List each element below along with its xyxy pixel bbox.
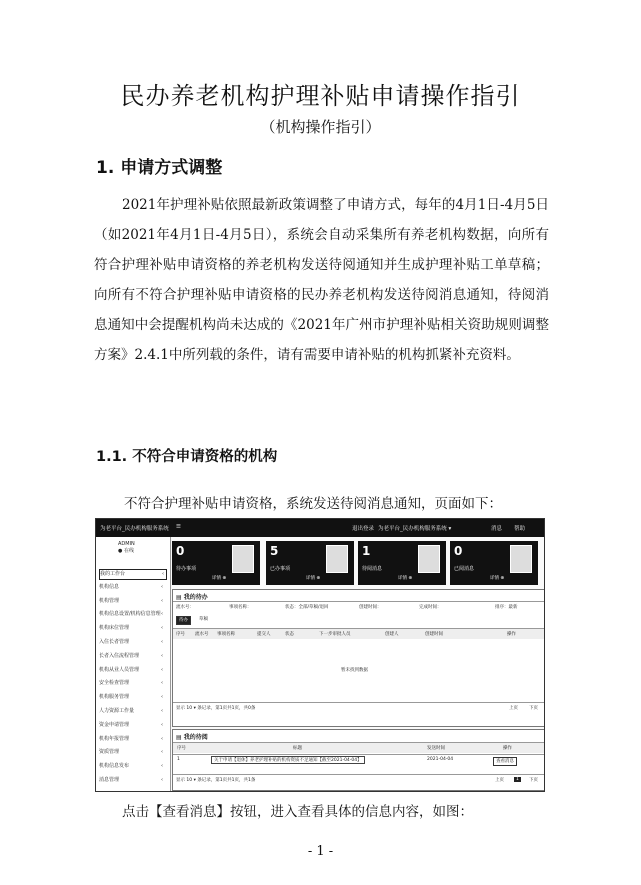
- sidebar-item[interactable]: [99, 776, 165, 785]
- col-title: 标题: [293, 746, 302, 751]
- sidebar-item[interactable]: [99, 569, 167, 580]
- column-header: 序号: [176, 632, 185, 637]
- chevron-left-icon: ‹: [161, 611, 163, 618]
- table-row: [173, 754, 545, 767]
- sidebar-item[interactable]: [99, 707, 165, 716]
- col-index: 序号: [177, 746, 186, 751]
- pagination-2: [173, 774, 545, 787]
- sidebar-item[interactable]: [99, 652, 165, 661]
- sidebar-item[interactable]: [99, 638, 165, 647]
- sidebar-item[interactable]: [99, 721, 165, 730]
- user-name: ADMIN: [118, 541, 135, 547]
- filter-serial[interactable]: 流水号：: [176, 605, 194, 610]
- card-label: 已阅消息: [454, 566, 475, 572]
- table-header: [173, 628, 545, 639]
- column-header: 事项名称: [217, 632, 235, 637]
- tab-row: [173, 614, 545, 626]
- caption-before-screenshot: 不符合护理补贴申请资格，系统发送待阅消息通知，页面如下：: [124, 496, 502, 512]
- chevron-left-icon: ‹: [161, 639, 163, 645]
- todo-panel: [172, 589, 545, 727]
- sidebar-item-label: 机构年报管理: [99, 735, 130, 742]
- page-1-button[interactable]: 1: [516, 777, 519, 782]
- filter-created-time[interactable]: 创建时间：: [359, 605, 382, 610]
- document-icon: [510, 545, 532, 573]
- card-count: 5: [270, 544, 279, 558]
- chevron-left-icon: ‹: [161, 708, 163, 714]
- card-label: 已办事项: [270, 566, 291, 572]
- table-body: [173, 639, 545, 699]
- chevron-left-icon: ‹: [161, 694, 163, 701]
- row-date: 2021-04-04: [427, 757, 454, 762]
- document-subtitle: （机构操作指引）: [260, 118, 381, 136]
- sidebar-item[interactable]: [99, 735, 165, 744]
- summary-card[interactable]: [172, 541, 260, 585]
- menu-icon[interactable]: ☰: [176, 524, 181, 530]
- section-heading-1: 1. 申请方式调整: [96, 158, 223, 178]
- chevron-left-icon: ‹: [161, 749, 163, 756]
- sidebar-item-label: 我的工作台: [100, 571, 126, 577]
- sidebar-item[interactable]: [99, 666, 165, 675]
- sidebar-item[interactable]: [99, 762, 165, 771]
- chevron-left-icon: ‹: [161, 666, 163, 673]
- unread-panel-title: ▤ 我的待阅: [176, 734, 208, 741]
- card-count: 0: [454, 544, 463, 558]
- sidebar-item[interactable]: [99, 583, 165, 592]
- embedded-screenshot: [95, 518, 545, 792]
- column-header: 状态: [285, 632, 294, 637]
- empty-message: 暂未找到数据: [341, 668, 368, 673]
- sidebar-item-label: 消息管理: [99, 777, 120, 783]
- card-detail-link[interactable]: 详情 ⊕: [398, 576, 413, 581]
- user-panel: [118, 541, 135, 555]
- card-label: 待阅消息: [362, 566, 383, 572]
- sidebar-item-label: 资金申请管理: [99, 721, 130, 728]
- sidebar-item[interactable]: [99, 679, 165, 688]
- caption-after-screenshot: 点击【查看消息】按钮，进入查看具体的信息内容，如图：: [122, 804, 473, 820]
- sidebar-item[interactable]: [99, 610, 165, 619]
- sidebar-item-label: 人力资源工作量: [99, 708, 135, 714]
- card-count: 1: [362, 544, 371, 558]
- chevron-left-icon: ‹: [161, 625, 163, 632]
- summary-card[interactable]: [358, 541, 446, 585]
- sidebar: [96, 537, 171, 791]
- summary-card[interactable]: [266, 541, 354, 585]
- column-header: 操作: [507, 632, 516, 637]
- document-icon: [326, 545, 348, 573]
- row-index: 1: [177, 757, 180, 762]
- section-heading-1-1: 1.1. 不符合申请资格的机构: [96, 449, 278, 465]
- paragraph-text: 2021年护理补贴依照最新政策调整了申请方式，每年的4月1日-4月5日（如2021年4月1日-4月5日），系统会自动采集所有养老机构数据，向所有符合护理补贴申请资格的养老机构发送待阅通知并生成护理补贴工单草稿；向所有不符合护理补贴申请资格的民办养老机构发送待阅消息通知，待阅消息通知中会提醒机构尚未达成的《2021年广州市护理补贴相关资助规则调整方案》2.4.1中所列载的条件，请有需要申请补贴的机构抓紧补充资料。: [94, 197, 549, 363]
- card-detail-link[interactable]: 详情 ⊕: [306, 576, 321, 581]
- pager2-info: 显示 10 ▾ 条记录，第1页共1页，共1条: [176, 778, 256, 783]
- card-detail-link[interactable]: 详情 ⊕: [490, 576, 505, 581]
- help-link[interactable]: 帮助: [514, 526, 526, 532]
- next-page-button[interactable]: 下页: [529, 706, 538, 711]
- row-title: 关于申请【退休】养老护理补贴的机构资质不足通知【截至2021-04-04】: [211, 756, 365, 764]
- account-menu[interactable]: 为老平台_民办机构服务系统 ▾: [378, 526, 452, 532]
- user-status: ● 在线: [118, 548, 134, 554]
- pager-info: 显示 10 ▾ 条记录，第1页共1页，共0条: [176, 706, 256, 711]
- tab-todo[interactable]: 待办: [176, 616, 191, 625]
- table2-header: [173, 742, 545, 753]
- sidebar-item-label: 机构床位管理: [99, 625, 130, 632]
- filter-status[interactable]: 状态：全部/草稿/退回: [285, 605, 329, 610]
- prev-page-button[interactable]: 上页: [509, 706, 518, 711]
- column-header: 提交人: [257, 632, 271, 637]
- sidebar-item-label: 机构信息: [99, 583, 120, 590]
- sidebar-item-label: 机构管理: [99, 597, 120, 604]
- chevron-left-icon: ‹: [161, 721, 163, 728]
- sidebar-item[interactable]: [99, 693, 165, 702]
- sidebar-item-label: 机构从业人员管理: [99, 666, 140, 673]
- chevron-left-icon: ‹: [161, 763, 163, 770]
- main-content: [172, 537, 544, 791]
- column-header: 创建时间: [425, 632, 443, 637]
- app-title: 为老平台_民办机构服务系统: [100, 526, 169, 532]
- sidebar-item[interactable]: [99, 597, 165, 606]
- chevron-left-icon: ‹: [161, 735, 163, 742]
- logout-link[interactable]: 退出登录: [352, 526, 375, 532]
- body-paragraph: [94, 190, 549, 370]
- view-message-button[interactable]: 查看消息: [493, 757, 517, 766]
- message-link[interactable]: 消息: [491, 526, 503, 532]
- sidebar-item[interactable]: [99, 748, 165, 757]
- chevron-left-icon: ‹: [162, 571, 164, 577]
- chevron-left-icon: ‹: [161, 777, 163, 783]
- sidebar-item-label: 长者入住流程管理: [99, 652, 140, 659]
- document-icon: [418, 545, 440, 573]
- filter-sort[interactable]: 排序：最新: [495, 605, 518, 610]
- prev-page-button-2[interactable]: 上页: [495, 778, 504, 783]
- column-header: 创建人: [385, 632, 399, 637]
- unread-panel: [172, 729, 545, 791]
- filter-finished-time[interactable]: 完成时间：: [419, 605, 442, 610]
- document-title: 民办养老机构护理补贴申请操作指引: [120, 82, 521, 110]
- app-topbar: [96, 519, 544, 537]
- card-count: 0: [176, 544, 185, 558]
- tab-draft[interactable]: 草稿: [199, 617, 208, 622]
- card-label: 待办事项: [176, 566, 197, 572]
- sidebar-item-label: 安全检查管理: [99, 680, 130, 687]
- column-header: 下一步审批人员: [319, 632, 351, 637]
- chevron-left-icon: ‹: [161, 680, 163, 687]
- next-page-button-2[interactable]: 下页: [529, 778, 538, 783]
- pagination: [173, 702, 545, 715]
- sidebar-item-label: 机构信息发布: [99, 763, 130, 770]
- sidebar-item-label: 机构信息设置/机构信息管理: [99, 611, 161, 618]
- filter-item-name[interactable]: 事项名称：: [229, 605, 252, 610]
- document-icon: [232, 545, 254, 573]
- sidebar-item[interactable]: [99, 624, 165, 633]
- sidebar-item-label: 资质管理: [99, 749, 120, 756]
- chevron-left-icon: ‹: [161, 583, 163, 590]
- chevron-left-icon: ‹: [161, 652, 163, 659]
- chevron-left-icon: ‹: [161, 597, 163, 604]
- filter-row: [173, 601, 545, 614]
- col-action: 操作: [503, 746, 512, 751]
- card-detail-link[interactable]: 详情 ⊕: [212, 576, 227, 581]
- col-date: 发送时间: [427, 746, 445, 751]
- sidebar-item-label: 机构服务管理: [99, 694, 130, 701]
- page-number: - 1 -: [307, 844, 334, 859]
- summary-card[interactable]: [450, 541, 538, 585]
- todo-panel-title: ▤ 我的待办: [176, 594, 208, 601]
- sidebar-item-label: 入住长者管理: [99, 639, 130, 645]
- column-header: 流水号: [195, 632, 209, 637]
